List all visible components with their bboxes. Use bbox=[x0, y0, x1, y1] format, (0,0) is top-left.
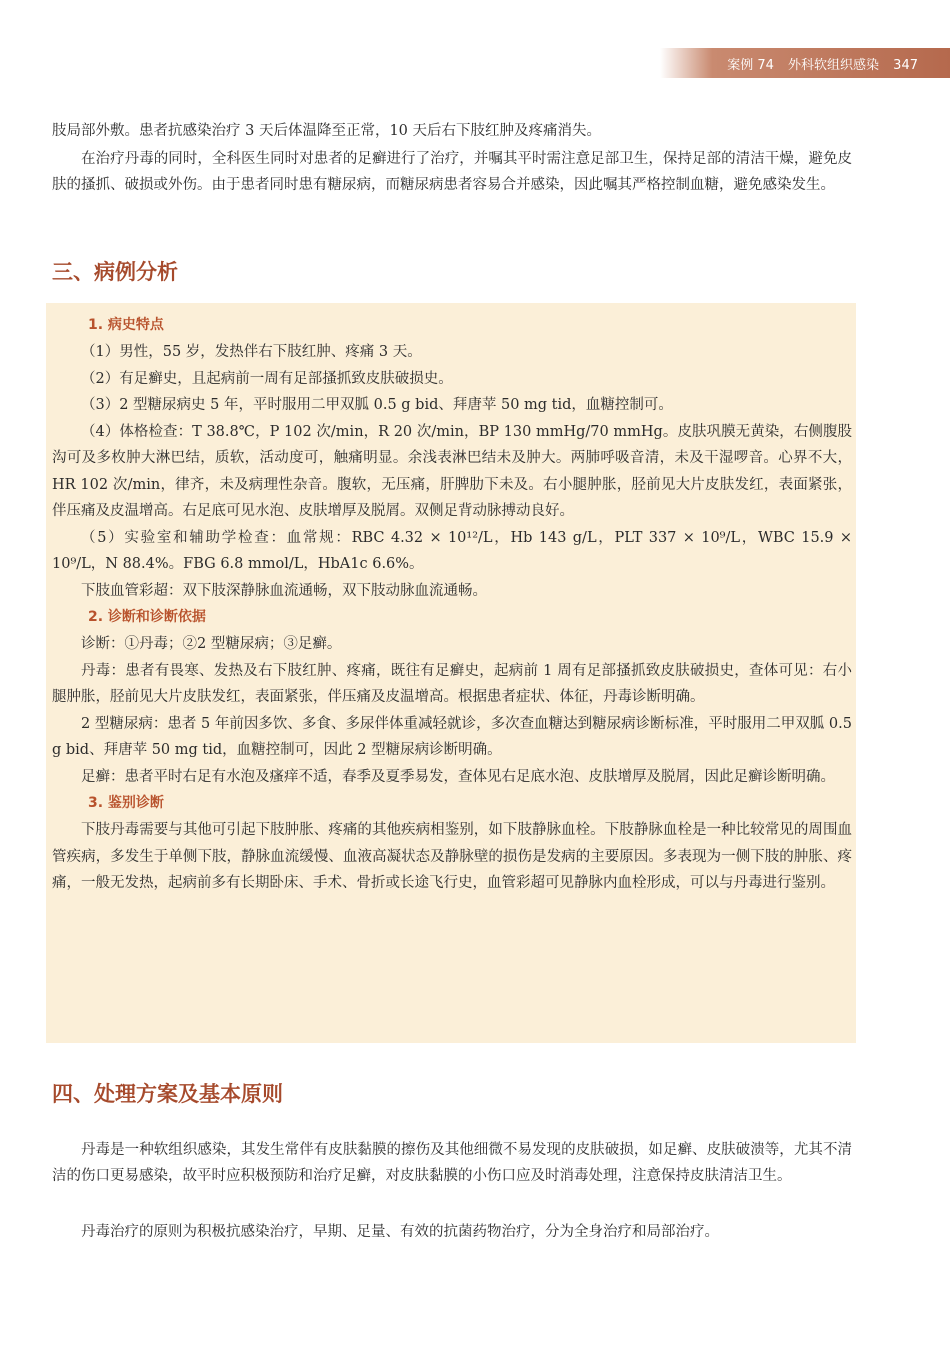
diagnosis-line-1: 诊断：①丹毒；②2 型糖尿病；③足癣。 bbox=[81, 636, 342, 652]
case-label: 案例 74 bbox=[727, 58, 774, 73]
treatment-paragraph-1: 丹毒是一种软组织感染，其发生常伴有皮肤黏膜的擦伤及其他细微不易发现的皮肤破损，如足癣、皮肤破溃等，尤其不清洁的伤口更易感染，故平时应积极预防和治疗足癣，对皮肤黏膜的小伤口应及时消毒处理，注意保持皮肤清洁卫生。 bbox=[52, 1142, 852, 1184]
running-header-bar bbox=[660, 48, 950, 78]
running-header bbox=[717, 54, 918, 73]
subheading-history: 1. 病史特点 bbox=[88, 317, 164, 333]
history-item-1: （1）男性，55 岁，发热伴右下肢红肿、疼痛 3 天。 bbox=[81, 344, 422, 360]
diagnosis-line-2: 丹毒：患者有畏寒、发热及右下肢红肿、疼痛，既往有足癣史，起病前 1 周有足部搔抓致皮肤破损史，查体可见：右小腿肿胀，胫前见大片皮肤发红，表面紧张，伴压痛及皮温增高。根据患者症状、体征，丹毒诊断明确。 bbox=[52, 662, 852, 705]
page-number: 347 bbox=[893, 58, 918, 73]
case-analysis-content bbox=[52, 312, 852, 897]
diagnosis-line-3: 2 型糖尿病：患者 5 年前因多饮、多食、多尿伴体重减轻就诊，多次查血糖达到糖尿病诊断标准，平时服用二甲双胍 0.5 g bid、拜唐苹 50 mg tid，血糖控制可，因此 2 型糖尿病诊断明确。 bbox=[52, 715, 852, 758]
history-item-6: 下肢血管彩超：双下肢深静脉血流通畅，双下肢动脉血流通畅。 bbox=[81, 582, 487, 599]
chapter-title: 外科软组织感染 bbox=[788, 58, 880, 73]
history-item-3: （3）2 型糖尿病史 5 年，平时服用二甲双胍 0.5 g bid、拜唐苹 50 mg tid，血糖控制可。 bbox=[81, 397, 673, 413]
differential-line-1: 下肢丹毒需要与其他可引起下肢肿胀、疼痛的其他疾病相鉴别，如下肢静脉血栓。下肢静脉血栓是一种比较常见的周围血管疾病，多发生于单侧下肢，静脉血流缓慢、血液高凝状态及静脉壁的损伤是发病的主要原因。多表现为一侧下肢的肿胀、疼痛，一般无发热，起病前多有长期卧床、手术、骨折或长途飞行史，血管彩超可见静脉内血栓形成，可以与丹毒进行鉴别。 bbox=[52, 822, 852, 891]
section-heading-treatment: 四、处理方案及基本原则 bbox=[52, 1081, 283, 1106]
intro-paragraph-2: 在治疗丹毒的同时，全科医生同时对患者的足癣进行了治疗，并嘱其平时需注意足部卫生，保持足部的清洁干燥，避免皮肤的搔抓、破损或外伤。由于患者同时患有糖尿病，而糖尿病患者容易合并感染，因此嘱其严格控制血糖，避免感染发生。 bbox=[52, 151, 852, 193]
section-heading-case-analysis: 三、病例分析 bbox=[52, 259, 178, 284]
treatment-paragraph-2: 丹毒治疗的原则为积极抗感染治疗，早期、足量、有效的抗菌药物治疗，分为全身治疗和局部治疗。 bbox=[81, 1224, 719, 1240]
history-item-4: （4）体格检查：T 38.8℃，P 102 次/min，R 20 次/min，BP 130 mmHg/70 mmHg。皮肤巩膜无黄染，右侧腹股沟可及多枚肿大淋巴结，质软，活动度可，触痛明显。余浅表淋巴结未及肿大。两肺呼吸音清，未及干湿啰音。心界不大，HR 102 次/min，律齐，未及病理性杂音。腹软，无压痛，肝脾肋下未及。右小腿肿胀，胫前见大片皮肤发红，表面紧张，伴压痛及皮温增高。右足底可见水泡、皮肤增厚及脱屑。双侧足背动脉搏动良好。 bbox=[52, 423, 852, 519]
diagnosis-line-4: 足癣：患者平时右足有水泡及瘙痒不适，春季及夏季易发，查体见右足底水泡、皮肤增厚及脱屑，因此足癣诊断明确。 bbox=[81, 768, 835, 785]
subheading-diagnosis: 2. 诊断和诊断依据 bbox=[88, 609, 206, 625]
history-item-2: （2）有足癣史，且起病前一周有足部搔抓致皮肤破损史。 bbox=[81, 370, 453, 387]
intro-paragraph-1: 肢局部外敷。患者抗感染治疗 3 天后体温降至正常，10 天后右下肢红肿及疼痛消失。 bbox=[52, 123, 602, 139]
subheading-differential: 3. 鉴别诊断 bbox=[88, 795, 164, 811]
history-item-5: （5）实验室和辅助学检查：血常规：RBC 4.32 × 10¹²/L，Hb 143 g/L，PLT 337 × 10⁹/L，WBC 15.9 × 10⁹/L，N 88.4%。FBG 6.8 mmol/L，HbA1c 6.6%。 bbox=[52, 529, 852, 572]
